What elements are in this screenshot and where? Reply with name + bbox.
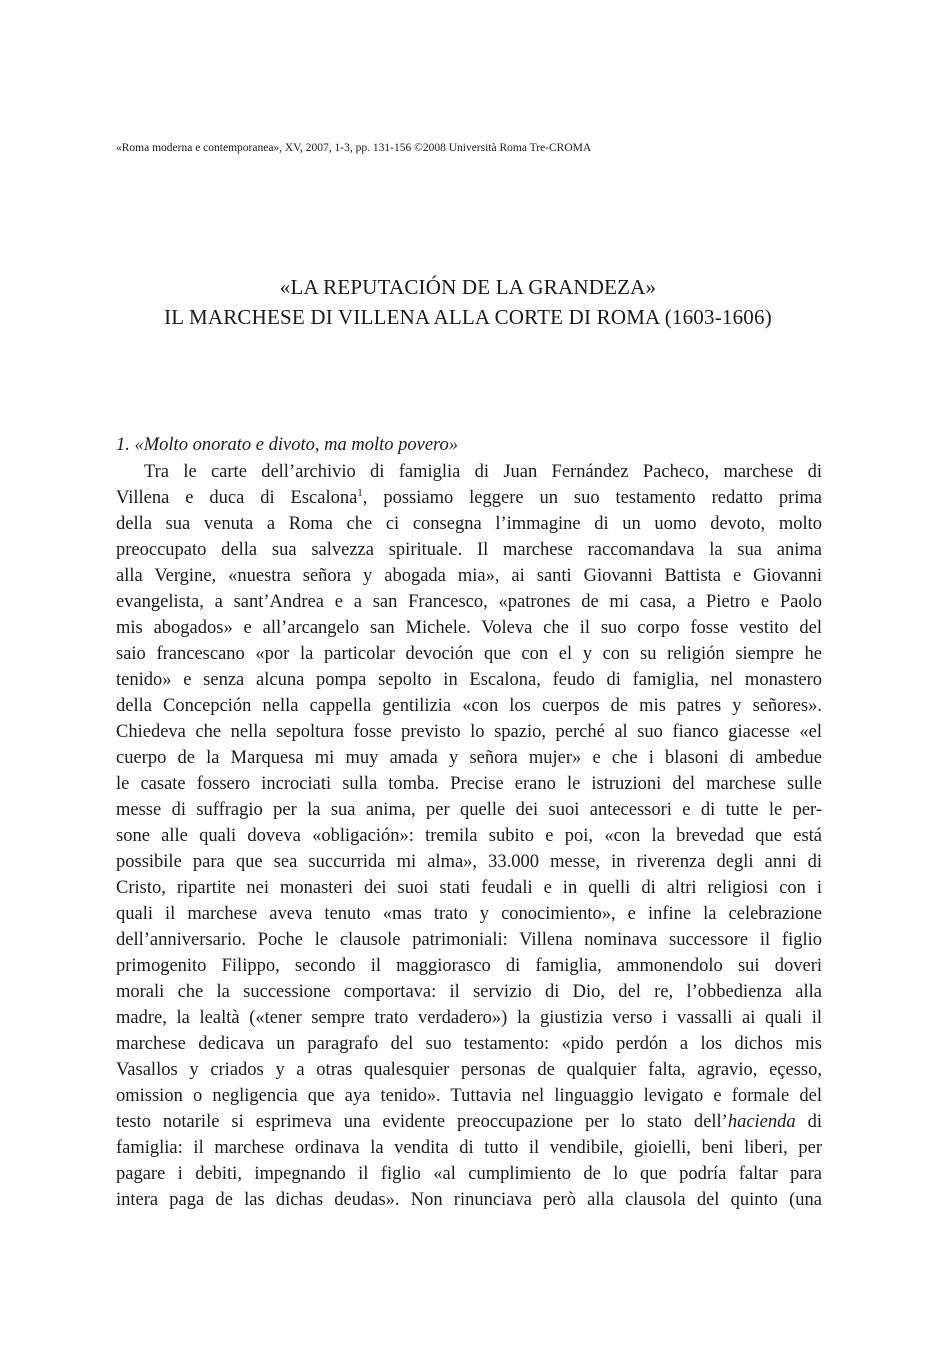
body-line: madre, la lealtà («tener sempre trato verdadero») la giustizia verso i vassalli ai quali il — [116, 1008, 822, 1028]
body-line: sone alle quali doveva «obligación»: tremila subito e poi, «con la brevedad que está — [116, 826, 822, 846]
body-line: le casate fossero incrociati sulla tomba. Precise erano le istruzioni del marchese sulle — [116, 774, 822, 794]
body-text-run: , possiamo leggere un suo testamento redatto prima — [362, 488, 822, 508]
body-line: omission o negligencia que aya tenido». Tuttavia nel linguaggio levigato e formale del — [116, 1086, 822, 1106]
body-line: mis abogados» e all’arcangelo san Michele. Voleva che il suo corpo fosse vestito del — [116, 618, 822, 638]
body-line: marchese dedicava un paragrafo del suo testamento: «pido perdón a los dichos mis — [116, 1034, 822, 1054]
title-line-2: IL MARCHESE DI VILLENA ALLA CORTE DI ROMA (1603-1606) — [164, 305, 772, 329]
body-paragraph — [116, 459, 822, 1213]
body-line — [116, 485, 822, 511]
body-line: possibile para que sea succurrida mi alma», 33.000 messe, in riverenza degli anni di — [116, 852, 822, 872]
body-line: messe di suffragio per la sua anima, per quelle dei suoi antecessori e di tutte le per- — [116, 800, 822, 820]
title-line-1: «LA REPUTACIÓN DE LA GRANDEZA» — [279, 275, 657, 299]
body-line: morali che la successione comportava: il servizio di Dio, del re, l’obbedienza alla — [116, 982, 822, 1002]
body-line: alla Vergine, «nuestra señora y abogada mia», ai santi Giovanni Battista e Giovanni — [116, 566, 822, 586]
body-line: della sua venuta a Roma che ci consegna l’immagine di un uomo devoto, molto — [116, 514, 822, 534]
section-heading: 1. «Molto onorato e divoto, ma molto povero» — [116, 435, 459, 455]
body-line: Tra le carte dell’archivio di famiglia di Juan Fernández Pacheco, marchese di — [144, 462, 822, 482]
body-line: pagare i debiti, impegnando il figlio «al cumplimiento de lo que podría faltar para — [116, 1164, 822, 1184]
body-line — [116, 1109, 822, 1135]
body-line: famiglia: il marchese ordinava la vendita di tutto il vendibile, gioielli, beni liberi, per — [116, 1138, 822, 1158]
journal-citation: «Roma moderna e contemporanea», XV, 2007, 1-3, pp. 131-156 ©2008 Università Roma Tre-CROMA — [116, 142, 592, 154]
body-line: della Concepción nella cappella gentilizia «con los cuerpos de mis patres y señores». — [116, 696, 822, 716]
body-line: intera paga de las dichas deudas». Non rinunciava però alla clausola del quinto (una — [116, 1190, 822, 1210]
body-line: dell’anniversario. Poche le clausole patrimoniali: Villena nominava successore il figlio — [116, 930, 822, 950]
body-line: evangelista, a sant’Andrea e a san Francesco, «patrones de mi casa, a Pietro e Paolo — [116, 592, 822, 612]
italic-term: hacienda — [727, 1112, 796, 1132]
body-line: preoccupato della sua salvezza spirituale. Il marchese raccomandava la sua anima — [116, 540, 822, 560]
article-title — [116, 272, 820, 332]
body-line: Chiedeva che nella sepoltura fosse previsto lo spazio, perché al suo fianco giacesse «el — [116, 722, 822, 742]
footnote-ref[interactable]: 1 — [357, 486, 363, 499]
body-line: tenido» e senza alcuna pompa sepolto in Escalona, feudo di famiglia, nel monastero — [116, 670, 822, 690]
body-text-run: testo notarile si esprimeva una evidente preoccupazione per lo stato dell’ — [116, 1112, 728, 1132]
body-line: saio francescano «por la particolar devoción que con el y con su religión siempre he — [116, 644, 822, 664]
body-line: quali il marchese aveva tenuto «mas trato y conocimiento», e infine la celebrazione — [116, 904, 822, 924]
body-line: Cristo, ripartite nei monasteri dei suoi stati feudali e in quelli di altri religiosi con i — [116, 878, 822, 898]
body-text-run: Villena e duca di Escalona — [116, 488, 358, 508]
body-line: cuerpo de la Marquesa mi muy amada y señora mujer» e che i blasoni di ambedue — [116, 748, 822, 768]
body-line: primogenito Filippo, secondo il maggiorasco di famiglia, ammonendolo sui doveri — [116, 956, 822, 976]
body-line: Vasallos y criados y a otras qualesquier personas de qualquier falta, agravio, eçesso, — [116, 1060, 822, 1080]
body-text-run: di — [795, 1112, 823, 1132]
